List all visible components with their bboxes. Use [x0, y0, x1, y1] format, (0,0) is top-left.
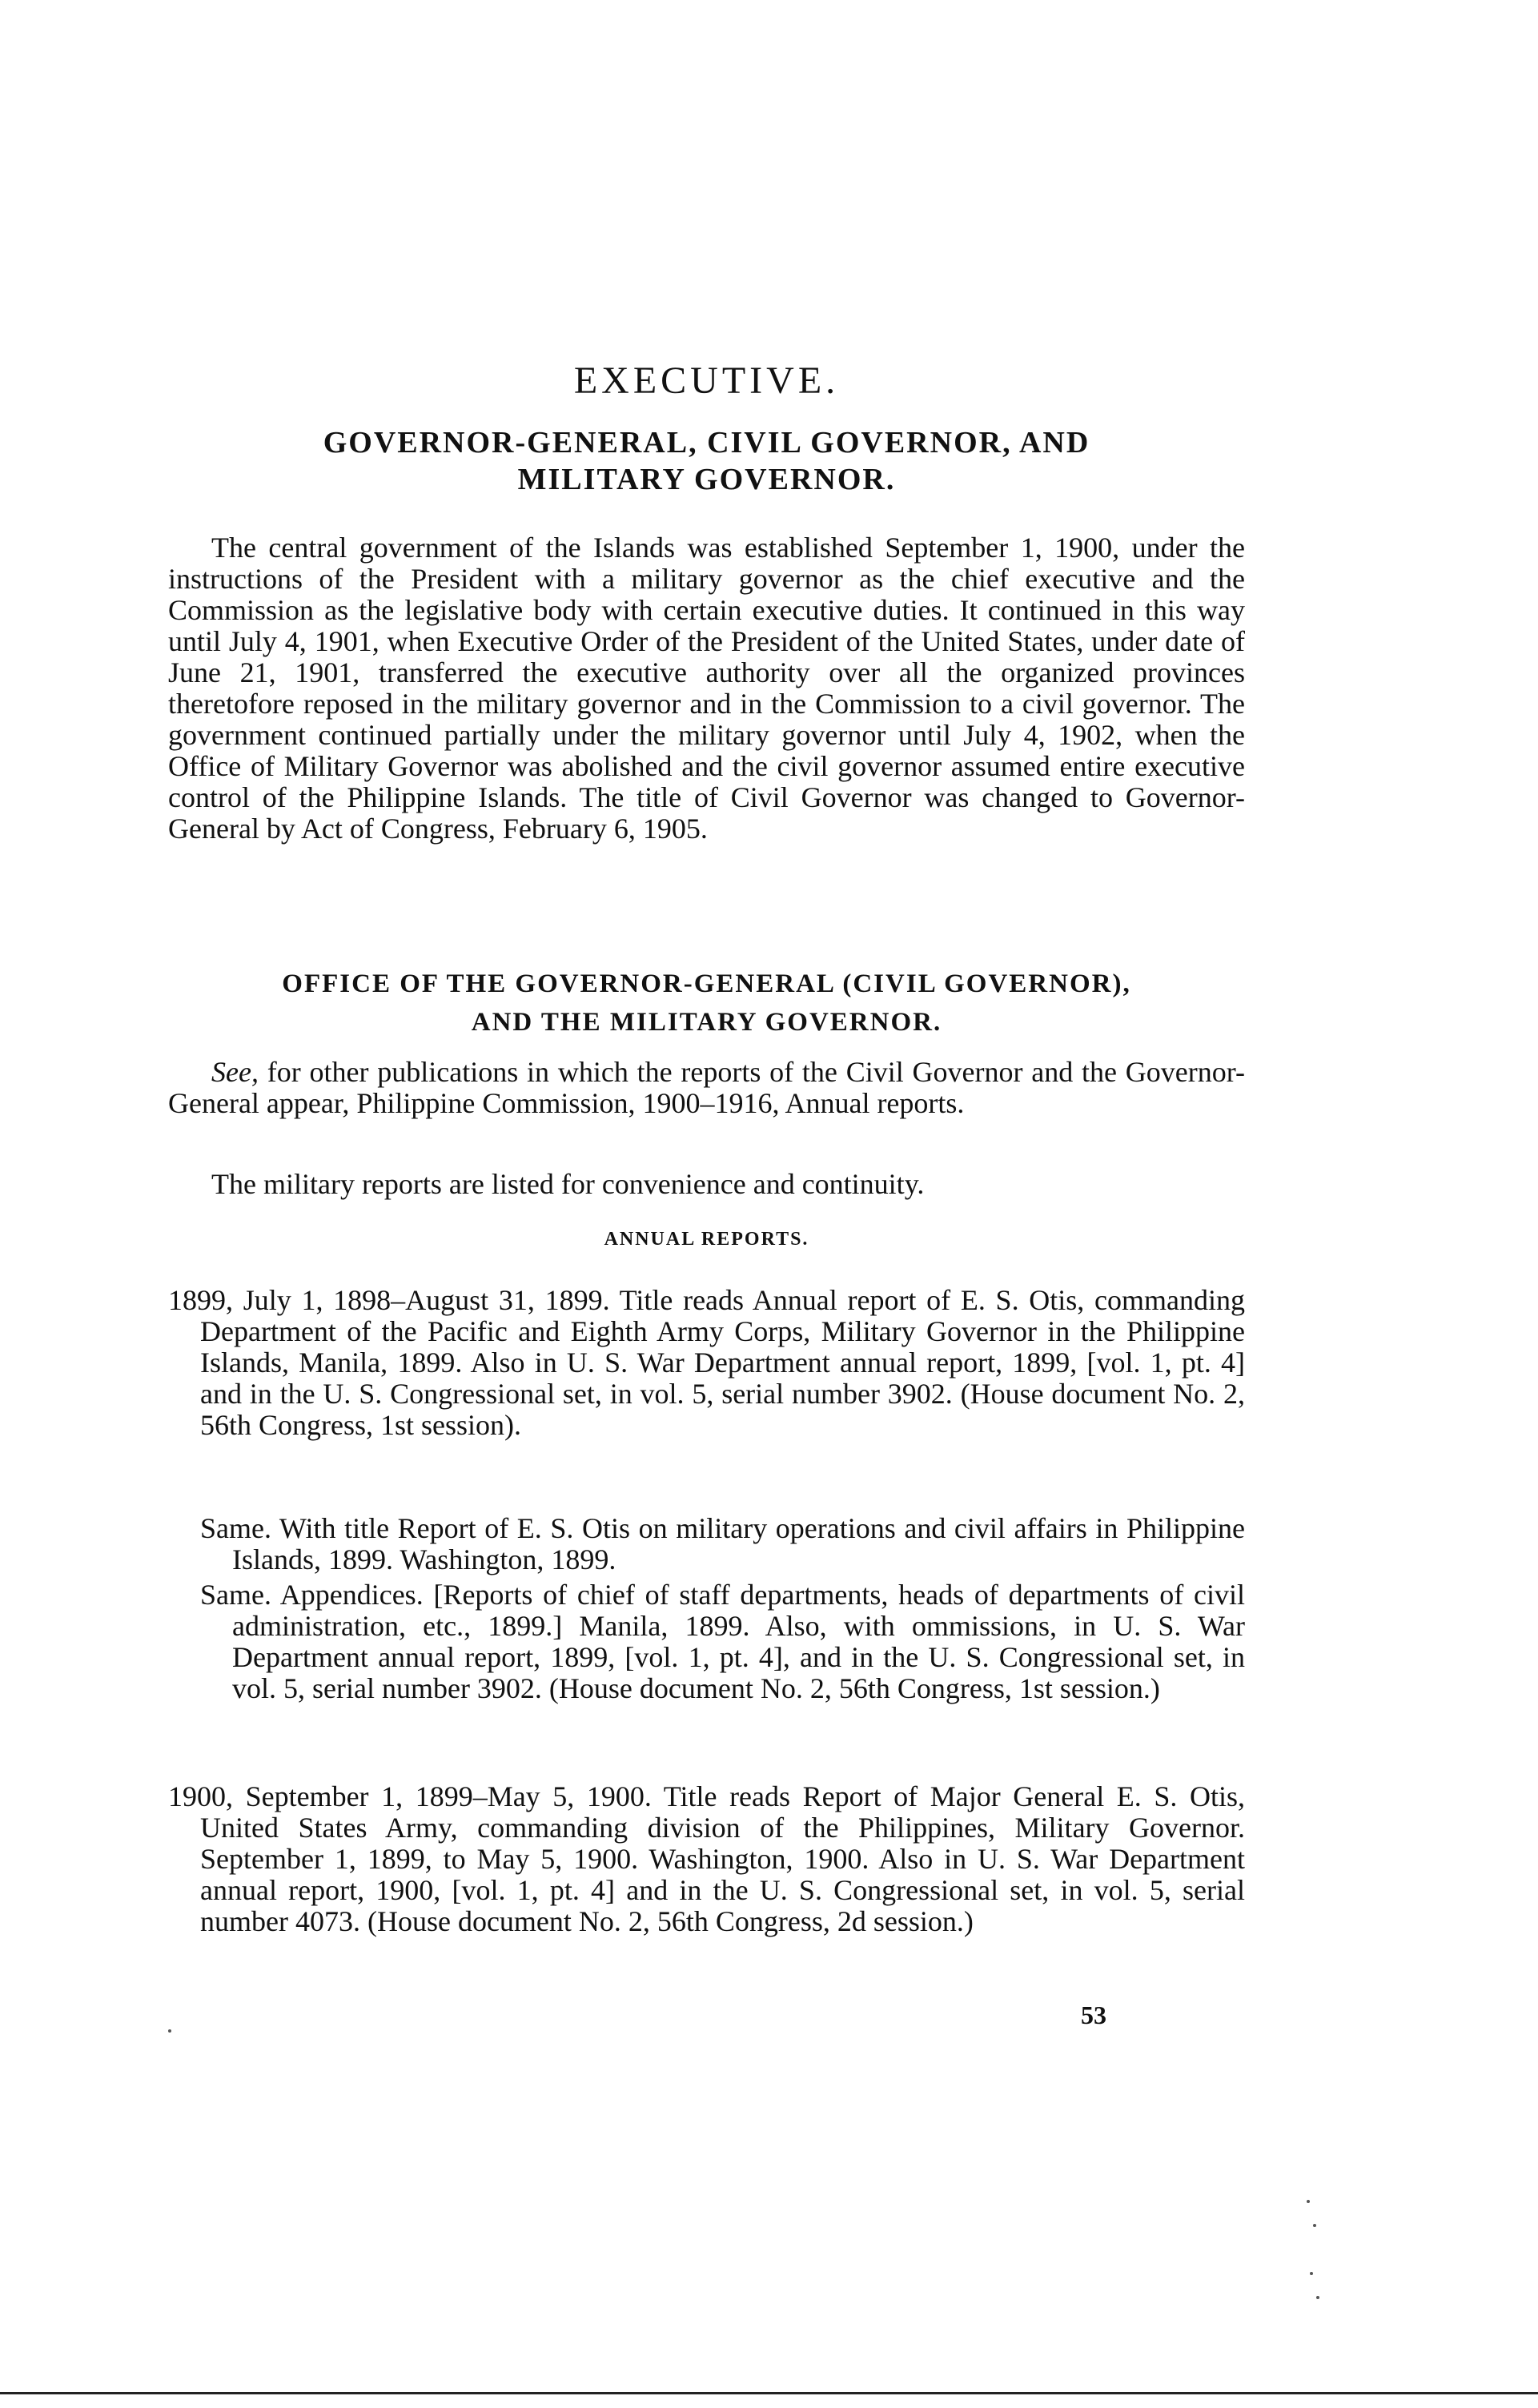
- see-word: See,: [211, 1056, 259, 1088]
- report-entry-same-appendices: Same. Appendices. [Reports of chief of staff departments, heads of departments of civil administration, etc., 1899.] Manila, 1899. Also, with ommissions, in U. S. War Department annual report, 1899, [vol. 1, pt. 4], and in the U. S. Congressional set, in vol. 5, serial number 3902. (House document No. 2, 56th Congress, 1st session.): [200, 1579, 1245, 1704]
- governor-heading-line-1: GOVERNOR-GENERAL, CIVIL GOVERNOR, AND: [323, 426, 1090, 460]
- see-paragraph-text: for other publications in which the reports of the Civil Governor and the Governor-General appear, Philippine Commission, 1900–1916, Annual reports.: [168, 1056, 1246, 1119]
- office-heading-line-2: AND THE MILITARY GOVERNOR.: [471, 1008, 942, 1037]
- office-heading-line-1: OFFICE OF THE GOVERNOR-GENERAL (CIVIL GOVERNOR),: [282, 969, 1131, 998]
- intro-paragraph: The central government of the Islands was established September 1, 1900, under the instructions of the President with a military governor as the chief executive and the Commission as the legislative body with certain executive duties. It continued in this way until July 4, 1901, when Executive Order of the President of the United States, under date of June 21, 1901, transferred the executive authority over all the organized provinces theretofore reposed in the military governor and in the Commission to a civil governor. The government continued partially under the military governor until July 4, 1902, when the Office of Military Governor was abolished and the civil governor assumed entire executive control of the Philippine Islands. The title of Civil Governor was changed to Governor-General by Act of Congress, February 6, 1905.: [168, 532, 1245, 845]
- bottom-rule: [0, 2392, 1538, 2394]
- scan-speck: [1310, 2272, 1313, 2275]
- executive-title: EXECUTIVE.: [573, 359, 840, 402]
- military-paragraph: The military reports are listed for convenience and continuity.: [211, 1168, 925, 1200]
- scan-speck: [1313, 2224, 1316, 2227]
- governor-heading: [168, 424, 1245, 498]
- see-paragraph: [168, 1057, 1245, 1119]
- office-heading: [168, 965, 1245, 1041]
- scan-speck: [1307, 2200, 1310, 2203]
- report-entry-1900: 1900, September 1, 1899–May 5, 1900. Title reads Report of Major General E. S. Otis, United States Army, commanding division of the Philippines, Military Governor. September 1, 1899, to May 5, 1900. Washington, 1900. Also in U. S. War Department annual report, 1900, [vol. 1, pt. 4] and in the U. S. Congressional set, in vol. 5, serial number 4073. (House document No. 2, 56th Congress, 2d session.): [168, 1780, 1245, 1937]
- page-number: 53: [1081, 2001, 1106, 2029]
- annual-reports-heading: ANNUAL REPORTS.: [604, 1229, 809, 1250]
- report-entry-1899: 1899, July 1, 1898–August 31, 1899. Title reads Annual report of E. S. Otis, commanding Department of the Pacific and Eighth Army Corps, Military Governor in the Philippine Islands, Manila, 1899. Also in U. S. War Department annual report, 1899, [vol. 1, pt. 4] and in the U. S. Congressional set, in vol. 5, serial number 3902. (House document No. 2, 56th Congress, 1st session).: [168, 1284, 1245, 1441]
- governor-heading-line-2: MILITARY GOVERNOR.: [517, 463, 896, 496]
- report-entry-same-title: Same. With title Report of E. S. Otis on military operations and civil affairs in Philippine Islands, 1899. Washington, 1899.: [200, 1512, 1245, 1575]
- scan-speck: [1316, 2296, 1319, 2299]
- scan-speck: [168, 2029, 171, 2033]
